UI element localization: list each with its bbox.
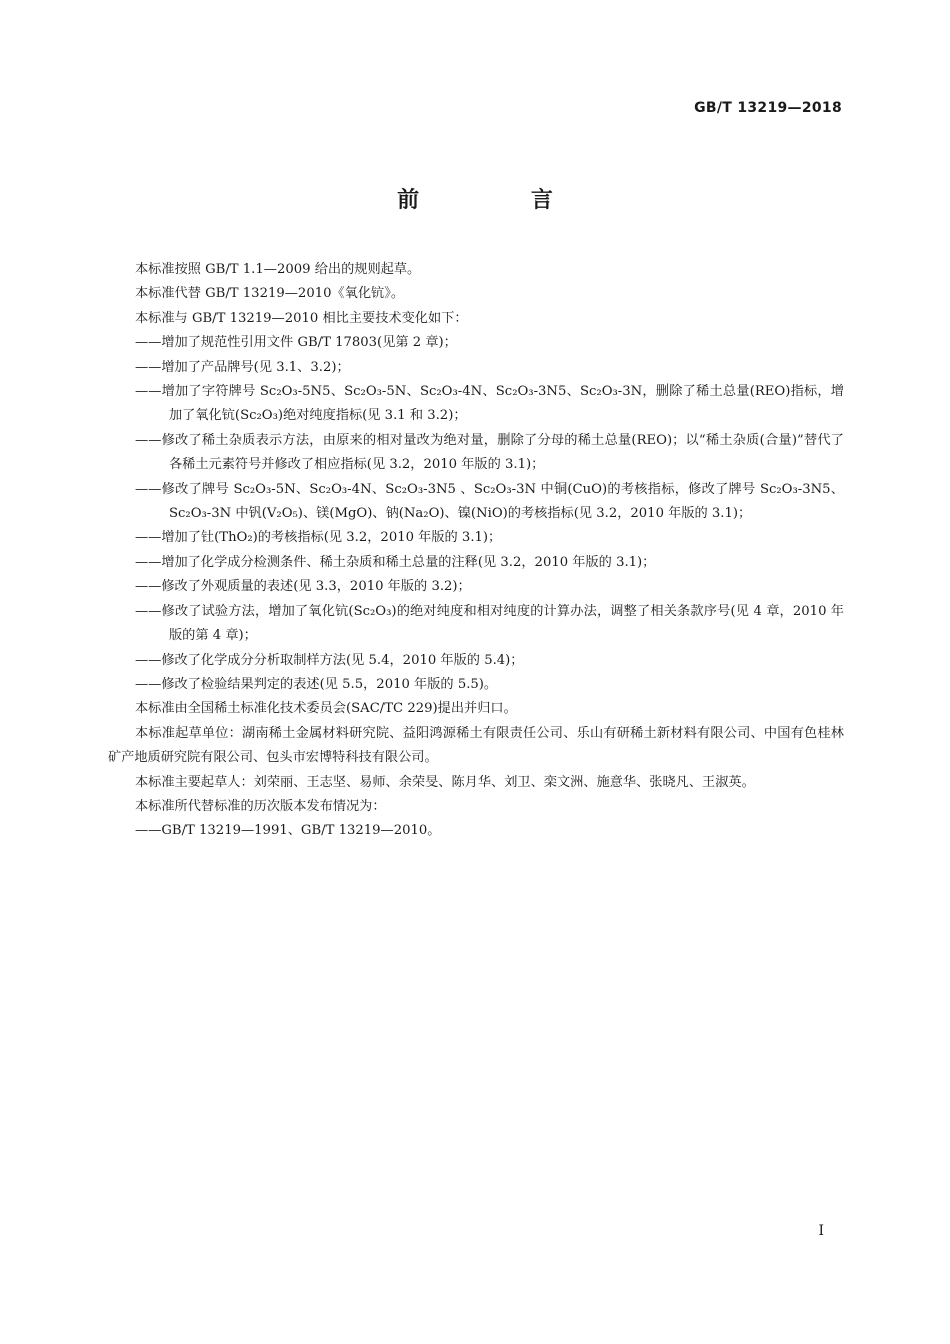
body-paragraph: 本标准由全国稀土标准化技术委员会(SAC/TC 229)提出并归口。: [135, 701, 517, 717]
list-item: ——增加了产品牌号(见 3.1、3.2)；: [135, 359, 350, 375]
body-paragraph: 本标准按照 GB/T 1.1—2009 给出的规则起草。: [135, 262, 421, 277]
list-item: ——修改了试验方法，增加了氧化钪(Sc₂O₃)的绝对纯度和相对纯度的计算办法，调整了相关条款序号(见 4 章，2010 年版的第 4 章)；: [135, 603, 844, 644]
list-item: ——增加了化学成分检测条件、稀土杂质和稀土总量的注释(见 3.2，2010 年版的 3.1)；: [135, 554, 656, 570]
list-item: ——GB/T 13219—1991、GB/T 13219—2010。: [135, 823, 441, 839]
body-paragraph: 本标准代替 GB/T 13219—2010《氧化钪》。: [135, 286, 405, 302]
body-paragraph: 本标准主要起草人：刘荣丽、王志坚、易师、余荣旻、陈月华、刘卫、栾文洲、施意华、张晓凡、王淑英。: [135, 774, 755, 790]
list-item: ——增加了规范性引用文件 GB/T 17803(见第 2 章)；: [135, 335, 457, 351]
list-item: ——修改了稀土杂质表示方法，由原来的相对量改为绝对量，删除了分母的稀土总量(REO)；以“稀土杂质(合量)”替代了各稀土元素符号并修改了相应指标(见 3.2，2010 年版的 3.1)；: [135, 432, 844, 473]
list-item: ——增加了钍(ThO₂)的考核指标(见 3.2，2010 年版的 3.1)；: [135, 530, 502, 546]
standard-number: GB/T 13219—2018: [694, 100, 842, 116]
page-title: 前 言: [397, 188, 605, 213]
document-body: [108, 258, 844, 844]
page-number: I: [818, 1223, 824, 1239]
list-item: ——修改了化学成分分析取制样方法(见 5.4，2010 年版的 5.4)；: [135, 652, 524, 668]
body-paragraph: 本标准起草单位：湖南稀土金属材料研究院、益阳鸿源稀土有限责任公司、乐山有研稀土新材料有限公司、中国有色桂林矿产地质研究院有限公司、包头市宏博特科技有限公司。: [108, 725, 844, 766]
list-item: ——修改了牌号 Sc₂O₃-5N、Sc₂O₃-4N、Sc₂O₃-3N5 、Sc₂O₃-3N 中铜(CuO)的考核指标，修改了牌号 Sc₂O₃-3N5、Sc₂O₃-3N 中钒(V₂O₅)、镁(MgO)、钠(Na₂O)、镍(NiO)的考核指标(见 3.2，2010 年版的 3.1)；: [135, 481, 844, 522]
list-item: ——增加了字符牌号 Sc₂O₃-5N5、Sc₂O₃-5N、Sc₂O₃-4N、Sc₂O₃-3N5、Sc₂O₃-3N，删除了稀土总量(REO)指标，增加了氧化钪(Sc₂O₃)绝对纯度指标(见 3.1 和 3.2)；: [135, 384, 844, 424]
body-paragraph: 本标准所代替标准的历次版本发布情况为：: [135, 798, 386, 814]
body-paragraph: 本标准与 GB/T 13219—2010 相比主要技术变化如下：: [135, 310, 468, 326]
list-item: ——修改了外观质量的表述(见 3.3，2010 年版的 3.2)；: [135, 579, 471, 595]
list-item: ——修改了检验结果判定的表述(见 5.5，2010 年版的 5.5)。: [135, 676, 498, 692]
